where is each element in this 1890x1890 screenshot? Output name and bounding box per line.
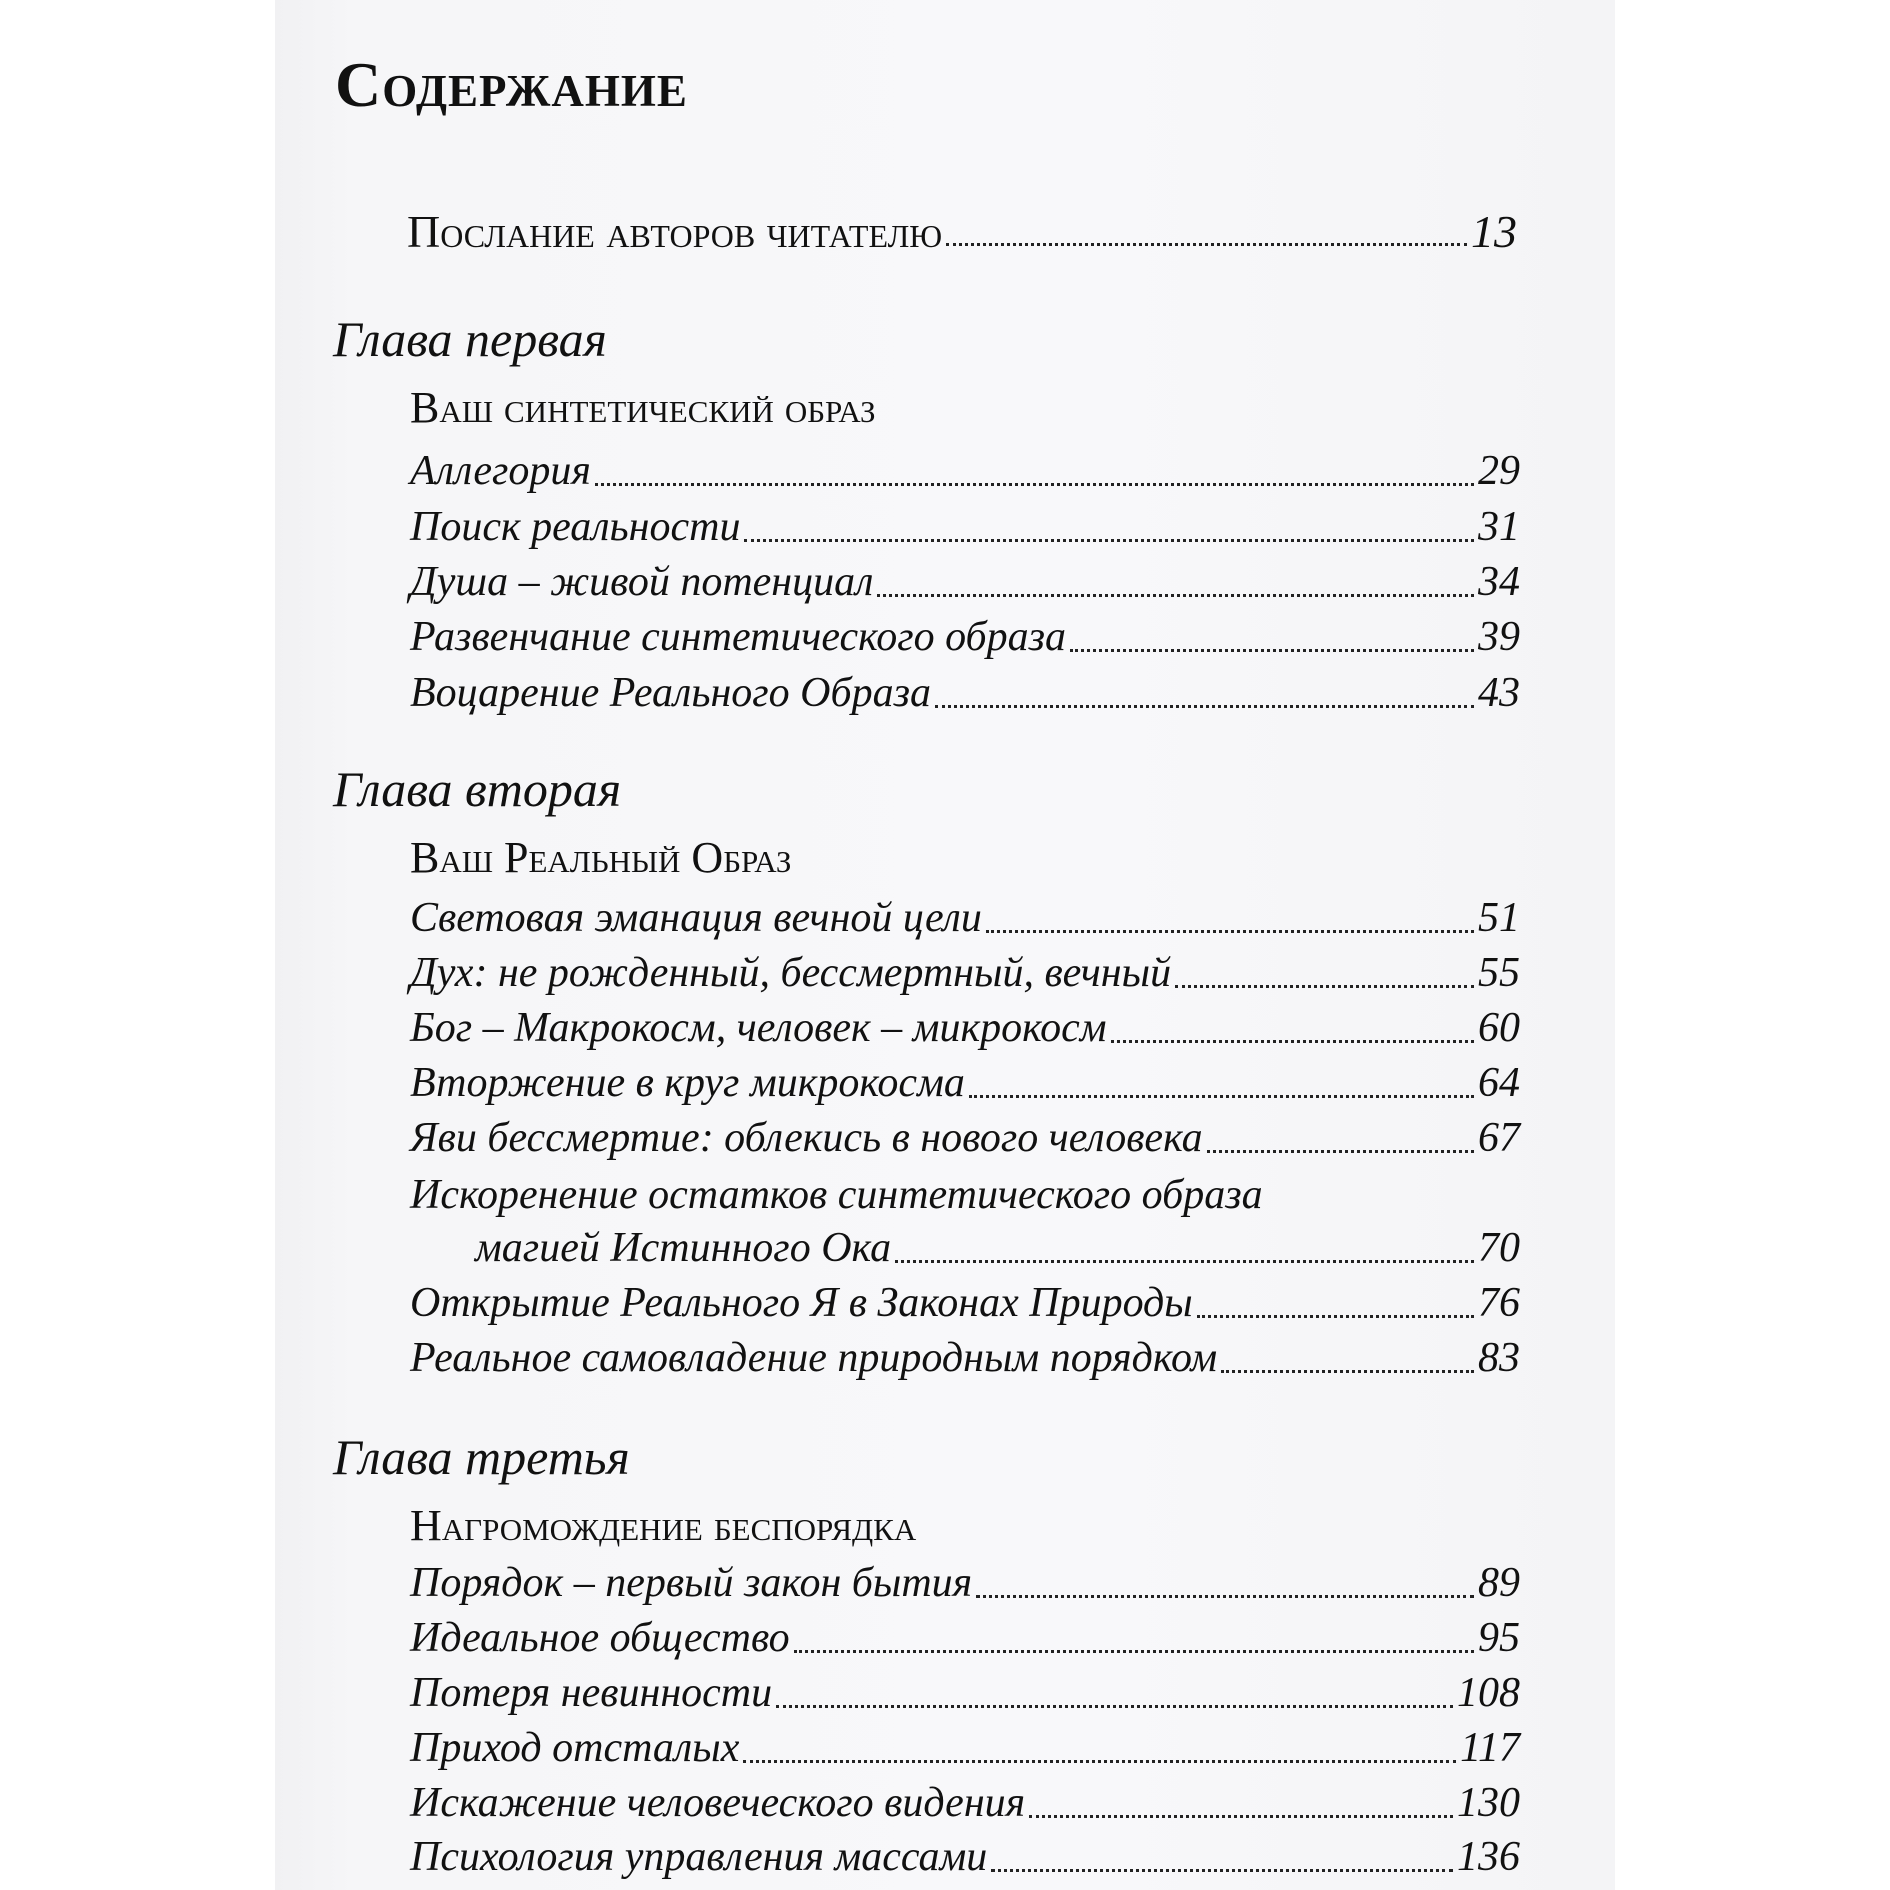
dot-leader	[976, 1594, 1474, 1598]
entry-label: Дух: не рожденный, бессмертный, вечный	[410, 950, 1172, 996]
dot-leader	[991, 1868, 1453, 1872]
toc-entry	[410, 446, 1520, 496]
entry-label: Яви бессмертие: облекись в нового человека	[410, 1115, 1203, 1161]
entry-page: 60	[1478, 1005, 1520, 1051]
part-title: Ваш синтетический образ	[410, 383, 876, 432]
entry-page: 70	[1478, 1225, 1520, 1271]
toc-entry	[410, 1778, 1520, 1828]
entry-page: 76	[1478, 1280, 1520, 1326]
dot-leader	[969, 1094, 1474, 1098]
dot-leader	[1111, 1039, 1474, 1043]
entry-label: Аллегория	[410, 448, 591, 494]
toc-entry	[410, 1058, 1520, 1108]
toc-entry	[410, 612, 1520, 662]
chapter-heading: Глава вторая	[333, 761, 622, 817]
dot-leader	[776, 1704, 1453, 1708]
toc-entry	[410, 668, 1520, 718]
entry-label: Воцарение Реального Образа	[410, 670, 932, 716]
entry-label: Поиск реальности	[410, 504, 741, 550]
part-title: Ваш Реальный Образ	[410, 833, 792, 882]
entry-page: 55	[1478, 950, 1520, 996]
toc-entry	[410, 1278, 1520, 1328]
entry-label: Идеальное общество	[410, 1615, 790, 1661]
table-of-contents	[275, 0, 1615, 1890]
entry-label: Искажение человеческого видения	[410, 1780, 1026, 1826]
dot-leader	[1029, 1814, 1453, 1818]
entry-label: Световая эманация вечной цели	[410, 895, 982, 941]
chapter-heading: Глава третья	[333, 1429, 630, 1485]
toc-entry	[410, 1613, 1520, 1663]
entry-page: 29	[1478, 448, 1520, 494]
part-title: Нагромождение беспорядка	[410, 1501, 917, 1550]
toc-entry	[410, 893, 1520, 943]
toc-entry	[410, 1113, 1520, 1163]
entry-page: 51	[1478, 895, 1520, 941]
dot-leader	[1070, 648, 1474, 652]
chapter-heading: Глава первая	[333, 311, 607, 367]
entry-label: Потеря невинности	[410, 1670, 773, 1716]
entry-page: 39	[1478, 614, 1520, 660]
entry-page: 64	[1478, 1060, 1520, 1106]
dot-leader	[1175, 984, 1474, 988]
entry-label: Порядок – первый закон бытия	[410, 1560, 973, 1606]
entry-page: 130	[1457, 1780, 1520, 1826]
dot-leader	[935, 704, 1474, 708]
toc-entry	[410, 1558, 1520, 1608]
entry-label: Бог – Макрокосм, человек – микрокосм	[410, 1005, 1107, 1051]
dot-leader	[986, 929, 1474, 933]
toc-entry	[410, 557, 1520, 607]
entry-page: 89	[1478, 1560, 1520, 1606]
entry-label: Приход отсталых	[410, 1725, 740, 1771]
toc-intro-entry	[407, 205, 1517, 258]
page-title: Содержание	[335, 49, 688, 120]
dot-leader	[744, 538, 1474, 542]
entry-page: 34	[1478, 559, 1520, 605]
entry-page: 117	[1460, 1725, 1520, 1771]
entry-label: Развенчание синтетического образа	[410, 614, 1067, 660]
entry-page: 108	[1457, 1670, 1520, 1716]
entry-label: Искоренение остатков синтетического образа	[410, 1172, 1263, 1218]
book-page	[275, 0, 1615, 1890]
toc-entry	[410, 1333, 1520, 1383]
entry-page: 136	[1457, 1834, 1520, 1880]
entry-label: Послание авторов читателю	[407, 206, 943, 257]
entry-label: Реальное самовладение природным порядком	[410, 1335, 1218, 1381]
dot-leader	[877, 593, 1474, 597]
entry-label: Вторжение в круг микрокосма	[410, 1060, 965, 1106]
dot-leader	[1221, 1369, 1474, 1373]
entry-page: 95	[1478, 1615, 1520, 1661]
toc-entry-wrapped-second-line	[475, 1223, 1520, 1273]
dot-leader	[1197, 1314, 1474, 1318]
dot-leader	[1207, 1149, 1474, 1153]
dot-leader	[743, 1759, 1456, 1763]
entry-label: Психология управления массами	[410, 1834, 988, 1880]
toc-entry	[410, 1832, 1520, 1882]
dot-leader	[946, 242, 1467, 246]
entry-label: Открытие Реального Я в Законах Природы	[410, 1280, 1193, 1326]
entry-page: 13	[1471, 206, 1517, 257]
dot-leader	[794, 1649, 1474, 1653]
entry-label: магией Истинного Ока	[475, 1225, 892, 1271]
entry-page: 43	[1478, 670, 1520, 716]
toc-entry	[410, 502, 1520, 552]
entry-label: Душа – живой потенциал	[410, 559, 874, 605]
toc-entry	[410, 948, 1520, 998]
toc-entry	[410, 1668, 1520, 1718]
toc-entry-wrapped-first-line	[410, 1170, 1520, 1220]
entry-page: 31	[1478, 504, 1520, 550]
toc-entry	[410, 1723, 1520, 1773]
entry-page: 67	[1478, 1115, 1520, 1161]
dot-leader	[595, 482, 1474, 486]
dot-leader	[895, 1259, 1474, 1263]
toc-entry	[410, 1003, 1520, 1053]
entry-page: 83	[1478, 1335, 1520, 1381]
